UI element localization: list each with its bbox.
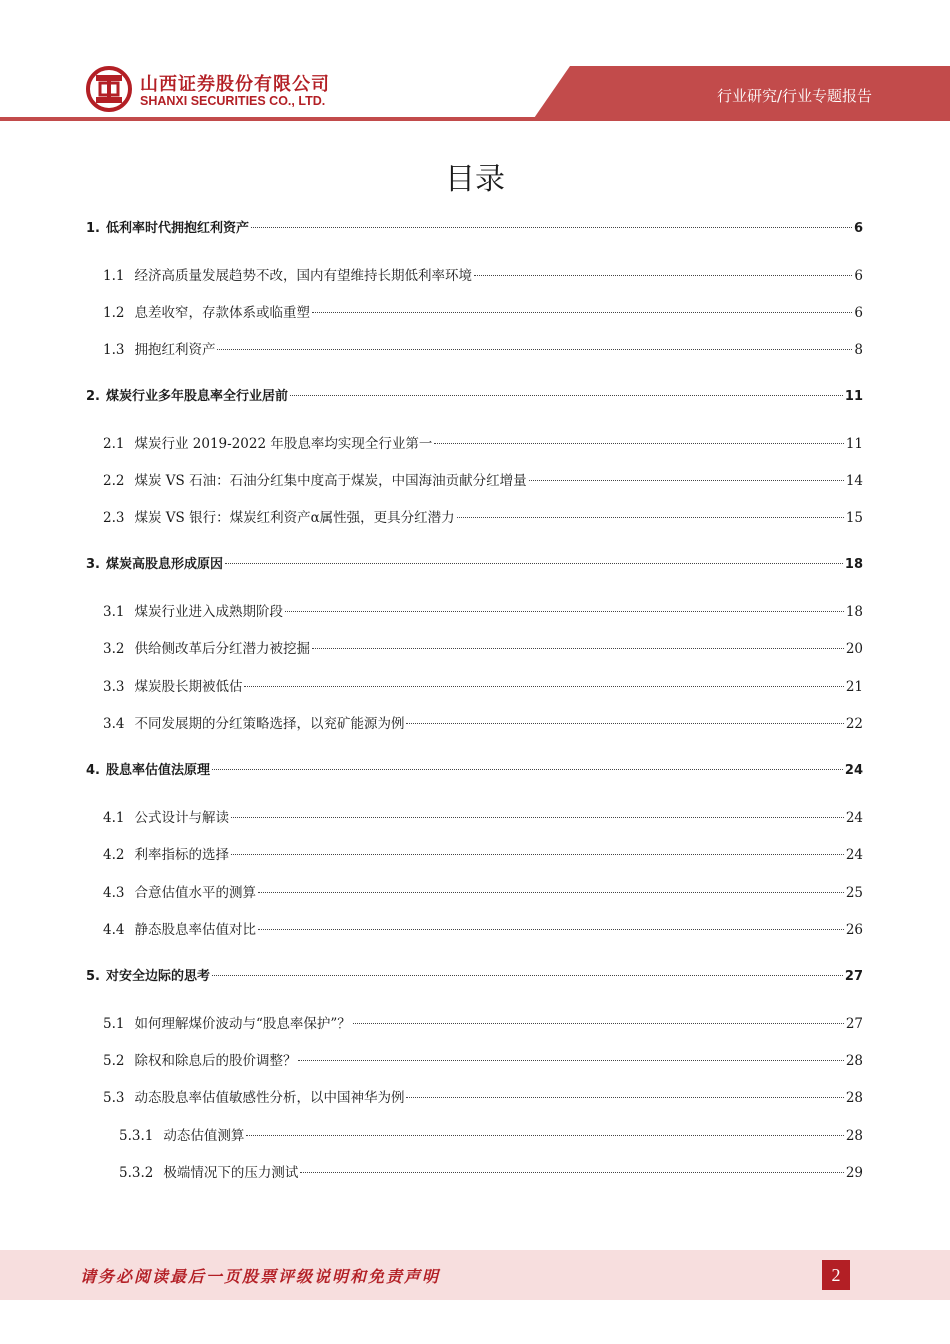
disclaimer-text: 请务必阅读最后一页股票评级说明和免责声明 — [80, 1267, 441, 1286]
toc-text: 煤炭行业 2019-2022 年股息率均实现全行业第一 — [134, 436, 433, 452]
toc-leader — [212, 769, 843, 770]
toc-text: 动态股息率估值敏感性分析，以中国神华为例 — [134, 1090, 405, 1106]
toc-leader — [231, 817, 844, 818]
toc-page: 18 — [845, 604, 863, 620]
toc-entry-4[interactable] — [86, 761, 863, 781]
toc-leader — [312, 312, 852, 313]
toc-leader — [212, 975, 843, 976]
toc-text: 煤炭 VS 石油：石油分红集中度高于煤炭，中国海油贡献分红增量 — [134, 473, 527, 489]
toc-leader — [298, 1060, 843, 1061]
toc-entry-4-4[interactable] — [103, 920, 863, 940]
toc-text: 除权和除息后的股价调整？ — [134, 1053, 297, 1069]
page-number: 2 — [822, 1260, 850, 1290]
toc-num: 1.2 — [103, 305, 125, 321]
toc-leader — [312, 648, 844, 649]
toc-num: 5.3 — [103, 1090, 125, 1106]
toc-text: 公式设计与解读 — [134, 810, 229, 826]
toc-text: 极端情况下的压力测试 — [163, 1165, 299, 1181]
toc-page: 6 — [854, 268, 863, 284]
toc-leader — [285, 611, 844, 612]
toc-num: 4. — [86, 763, 100, 778]
toc-num: 1.1 — [103, 268, 125, 284]
toc-num: 4.1 — [103, 810, 125, 826]
toc-leader — [529, 480, 844, 481]
page-title: 目录 — [445, 162, 505, 197]
toc-page: 26 — [845, 922, 863, 938]
toc-text: 如何理解煤价波动与“股息率保护”？ — [134, 1016, 351, 1032]
toc-num: 5.2 — [103, 1053, 125, 1069]
toc-page: 14 — [845, 473, 863, 489]
toc-entry-2[interactable] — [86, 387, 863, 407]
toc-leader — [217, 349, 852, 350]
toc-leader — [353, 1023, 844, 1024]
toc-leader — [231, 854, 844, 855]
toc-leader — [290, 395, 843, 396]
toc-num: 5.3.2 — [119, 1165, 154, 1181]
toc-entry-5[interactable] — [86, 967, 863, 987]
company-name-cn: 山西证券股份有限公司 — [140, 74, 330, 95]
toc-page: 28 — [845, 1128, 863, 1144]
toc-entry-2-2[interactable] — [103, 471, 863, 491]
toc-page: 22 — [845, 716, 863, 732]
toc-leader — [258, 929, 844, 930]
toc-entry-2-3[interactable] — [103, 508, 863, 528]
toc-entry-5-1[interactable] — [103, 1014, 863, 1034]
toc-text: 拥抱红利资产 — [134, 342, 216, 358]
toc-leader — [406, 723, 843, 724]
toc-page: 15 — [845, 510, 863, 526]
toc-leader — [457, 517, 844, 518]
toc-page: 6 — [853, 221, 863, 236]
toc-entry-1-1[interactable] — [103, 266, 863, 286]
toc-entry-3-3[interactable] — [103, 677, 863, 697]
toc-num: 1. — [86, 221, 100, 236]
toc-num: 1.3 — [103, 342, 125, 358]
toc-num: 3.4 — [103, 716, 125, 732]
toc-page: 6 — [854, 305, 863, 321]
toc-text: 静态股息率估值对比 — [134, 922, 256, 938]
toc-num: 4.4 — [103, 922, 125, 938]
toc-page: 25 — [845, 885, 863, 901]
toc-entry-3-2[interactable] — [103, 639, 863, 659]
toc-page: 27 — [845, 1016, 863, 1032]
toc-text: 低利率时代拥抱红利资产 — [105, 221, 249, 236]
toc-num: 3.2 — [103, 641, 125, 657]
toc-text: 息差收窄，存款体系或临重塑 — [134, 305, 310, 321]
toc-leader — [246, 1135, 843, 1136]
toc-page: 27 — [844, 969, 863, 984]
toc-text: 煤炭高股息形成原因 — [105, 557, 223, 572]
toc-num: 2.3 — [103, 510, 125, 526]
toc-page: 8 — [854, 342, 863, 358]
toc-page: 18 — [844, 557, 863, 572]
toc-leader — [474, 275, 852, 276]
toc-page: 28 — [845, 1090, 863, 1106]
toc-page: 24 — [845, 847, 863, 863]
toc-text: 经济高质量发展趋势不改，国内有望维持长期低利率环境 — [134, 268, 472, 284]
toc-entry-4-2[interactable] — [103, 845, 863, 865]
toc-page: 29 — [845, 1165, 863, 1181]
toc-entry-5-2[interactable] — [103, 1051, 863, 1071]
company-logo-icon — [86, 66, 132, 112]
toc-page: 24 — [844, 763, 863, 778]
toc-entry-1-3[interactable] — [103, 340, 863, 360]
toc-text: 煤炭股长期被低估 — [134, 679, 243, 695]
report-type-label: 行业研究/行业专题报告 — [716, 87, 872, 105]
toc-text: 供给侧改革后分红潜力被挖掘 — [134, 641, 310, 657]
toc-num: 3.1 — [103, 604, 125, 620]
toc-text: 对安全边际的思考 — [105, 969, 210, 984]
toc-leader — [251, 227, 852, 228]
toc-leader — [300, 1172, 843, 1173]
toc-entry-4-3[interactable] — [103, 883, 863, 903]
toc-num: 4.2 — [103, 847, 125, 863]
toc-num: 2.1 — [103, 436, 125, 452]
company-name-en: SHANXI SECURITIES CO., LTD. — [140, 94, 326, 108]
toc-num: 3.3 — [103, 679, 125, 695]
toc-text: 合意估值水平的测算 — [134, 885, 256, 901]
toc-text: 股息率估值法原理 — [105, 763, 210, 778]
toc-num: 3. — [86, 557, 100, 572]
toc-text: 煤炭行业进入成熟期阶段 — [134, 604, 283, 620]
toc-entry-3-1[interactable] — [103, 602, 863, 622]
toc-leader — [258, 892, 844, 893]
toc-entry-1-2[interactable] — [103, 303, 863, 323]
toc-page: 11 — [845, 436, 863, 452]
toc-leader — [244, 686, 843, 687]
toc-entry-3-4[interactable] — [103, 714, 863, 734]
toc-text: 动态估值测算 — [163, 1128, 245, 1144]
toc-num: 4.3 — [103, 885, 125, 901]
toc-entry-5-3[interactable] — [103, 1088, 863, 1108]
toc-page: 20 — [845, 641, 863, 657]
toc-page: 28 — [845, 1053, 863, 1069]
toc-entry-3[interactable] — [86, 555, 863, 575]
toc-page: 24 — [845, 810, 863, 826]
toc-text: 煤炭 VS 银行：煤炭红利资产α属性强，更具分红潜力 — [134, 510, 455, 526]
toc-leader — [406, 1097, 843, 1098]
toc-page: 11 — [844, 389, 863, 404]
toc-text: 利率指标的选择 — [134, 847, 229, 863]
page-header — [0, 0, 950, 125]
toc-entry-1[interactable] — [86, 219, 863, 239]
toc-entry-5-3-1[interactable] — [119, 1126, 863, 1146]
toc-text: 不同发展期的分红策略选择，以兖矿能源为例 — [134, 716, 405, 732]
toc-leader — [434, 443, 843, 444]
toc-num: 5.3.1 — [119, 1128, 154, 1144]
toc-entry-4-1[interactable] — [103, 808, 863, 828]
toc-num: 5. — [86, 969, 100, 984]
toc-text: 煤炭行业多年股息率全行业居前 — [105, 389, 288, 404]
toc-num: 2. — [86, 389, 100, 404]
toc-entry-5-3-2[interactable] — [119, 1163, 863, 1183]
toc-page: 21 — [845, 679, 863, 695]
toc-leader — [225, 563, 843, 564]
toc-entry-2-1[interactable] — [103, 434, 863, 454]
toc-num: 5.1 — [103, 1016, 125, 1032]
toc-num: 2.2 — [103, 473, 125, 489]
